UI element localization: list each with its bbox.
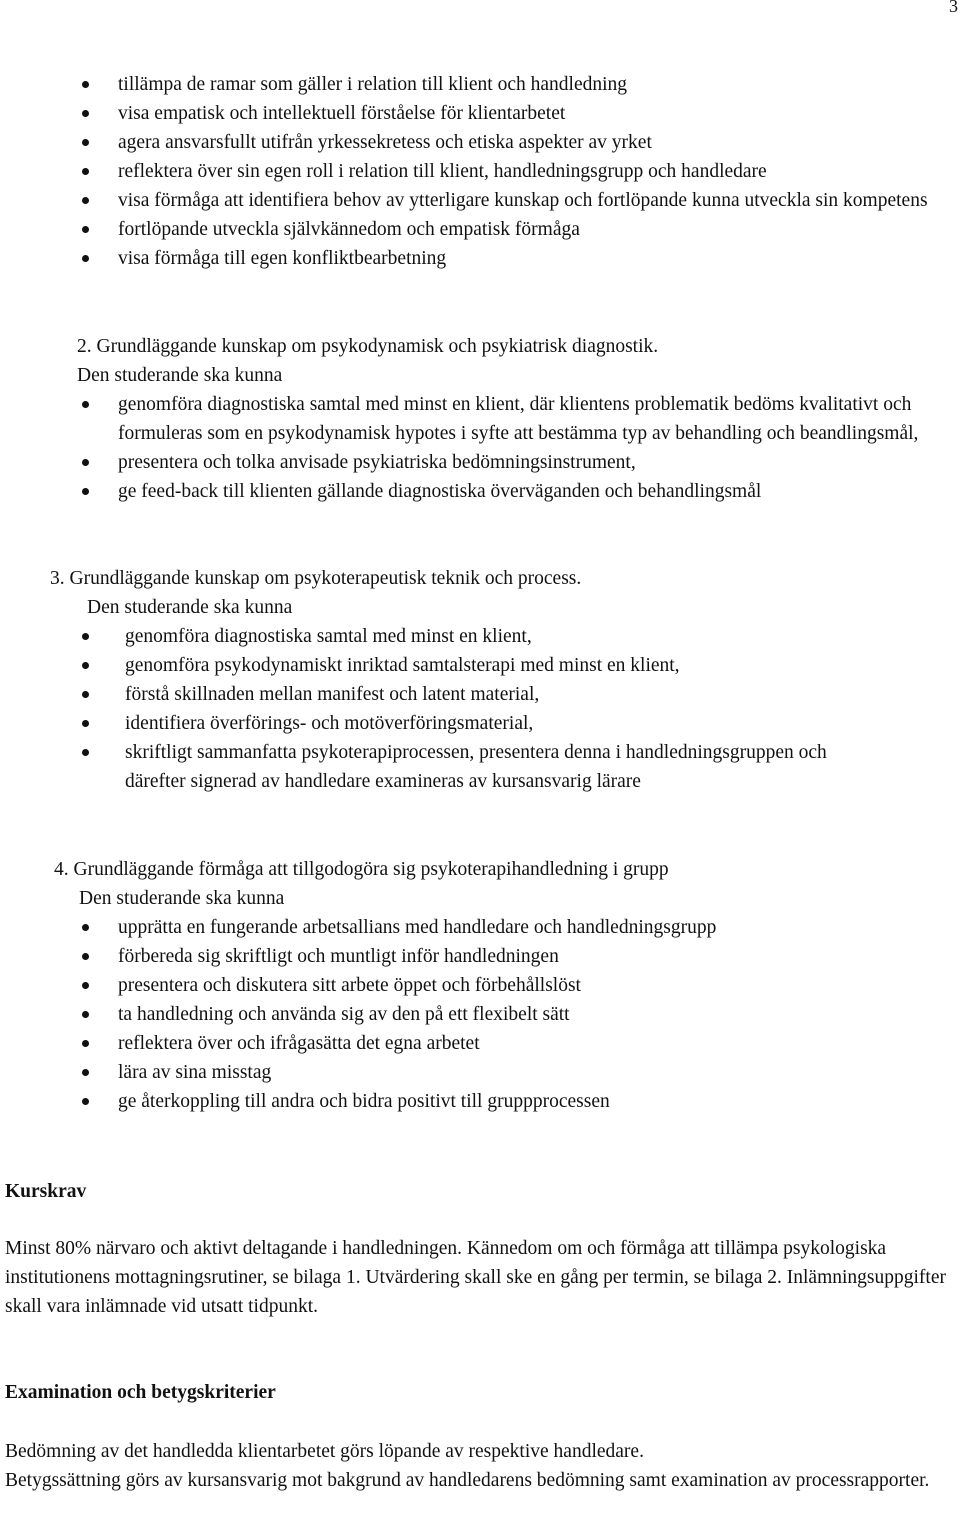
list-item: förbereda sig skriftligt och muntligt inför handledningen [118, 942, 948, 971]
list-item: reflektera över och ifrågasätta det egna arbetet [118, 1029, 948, 1058]
kurskrav-text: Minst 80% närvaro och aktivt deltagande i handledningen. Kännedom om och förmåga att tillämpa psykologiska institutionens mottagningsrutiner, se bilaga 1. Utvärdering skall ske en gång per termin, se bilaga 2. Inlämningsuppgifter skall vara inlämnade vid utsatt tidpunkt. [5, 1238, 946, 1317]
section-2-intro: Den studerande ska kunna [77, 365, 283, 386]
list-item: genomföra psykodynamiskt inriktad samtalsterapi med minst en klient, [125, 651, 885, 680]
list-item: genomföra diagnostiska samtal med minst en klient, [125, 622, 885, 651]
list-item: visa empatisk och intellektuell förståelse för klientarbetet [118, 99, 960, 128]
examination-text-2: Betygssättning görs av kursansvarig mot bakgrund av handledarens bedömning samt examination av processrapporter. [5, 1470, 930, 1491]
page-number: 3 [949, 0, 958, 16]
examination-text-1: Bedömning av det handledda klientarbetet görs löpande av respektive handledare. [5, 1441, 644, 1462]
list-item: fortlöpande utveckla självkännedom och empatisk förmåga [118, 215, 960, 244]
list-item: visa förmåga till egen konfliktbearbetning [118, 244, 960, 273]
section-4-intro: Den studerande ska kunna [79, 888, 285, 909]
list-item: ge återkoppling till andra och bidra positivt till gruppprocessen [118, 1087, 948, 1116]
list-item: upprätta en fungerande arbetsallians med handledare och handledningsgrupp [118, 913, 948, 942]
list-item: visa förmåga att identifiera behov av ytterligare kunskap och fortlöpande kunna utveckla sin kompetens [118, 186, 960, 215]
section-3-heading: 3. Grundläggande kunskap om psykoterapeutisk teknik och process. [50, 568, 582, 589]
examination-heading: Examination och betygskriterier [5, 1382, 276, 1403]
list-item: identifiera överförings- och motöverföringsmaterial, [125, 709, 885, 738]
list-item: ta handledning och använda sig av den på ett flexibelt sätt [118, 1000, 948, 1029]
list-item: genomföra diagnostiska samtal med minst en klient, där klientens problematik bedöms kvalitativt och formuleras som en psykodynamisk hypotes i syfte att bestämma typ av behandling och beandlingsmål, [118, 390, 948, 448]
section-2-list [118, 390, 948, 506]
list-item: skriftligt sammanfatta psykoterapiprocessen, presentera denna i handledningsgruppen och därefter signerad av handledare examineras av kursansvarig lärare [125, 738, 885, 796]
list-item: presentera och tolka anvisade psykiatriska bedömningsinstrument, [118, 448, 948, 477]
section-4-heading: 4. Grundläggande förmåga att tillgodogöra sig psykoterapihandledning i grupp [54, 859, 669, 880]
list-item: lära av sina misstag [118, 1058, 948, 1087]
list-item: förstå skillnaden mellan manifest och latent material, [125, 680, 885, 709]
list-item: tillämpa de ramar som gäller i relation till klient och handledning [118, 70, 960, 99]
section-2-heading: 2. Grundläggande kunskap om psykodynamisk och psykiatrisk diagnostik. [77, 336, 659, 357]
section-4-list [118, 913, 948, 1116]
kurskrav-heading: Kurskrav [5, 1181, 87, 1202]
section-3-list [125, 622, 885, 796]
list-item: presentera och diskutera sitt arbete öppet och förbehållslöst [118, 971, 948, 1000]
list-item: agera ansvarsfullt utifrån yrkessekretess och etiska aspekter av yrket [118, 128, 960, 157]
learning-goals-list [118, 70, 960, 273]
list-item: reflektera över sin egen roll i relation till klient, handledningsgrupp och handledare [118, 157, 960, 186]
section-3-intro: Den studerande ska kunna [87, 597, 293, 618]
list-item: ge feed-back till klienten gällande diagnostiska överväganden och behandlingsmål [118, 477, 948, 506]
